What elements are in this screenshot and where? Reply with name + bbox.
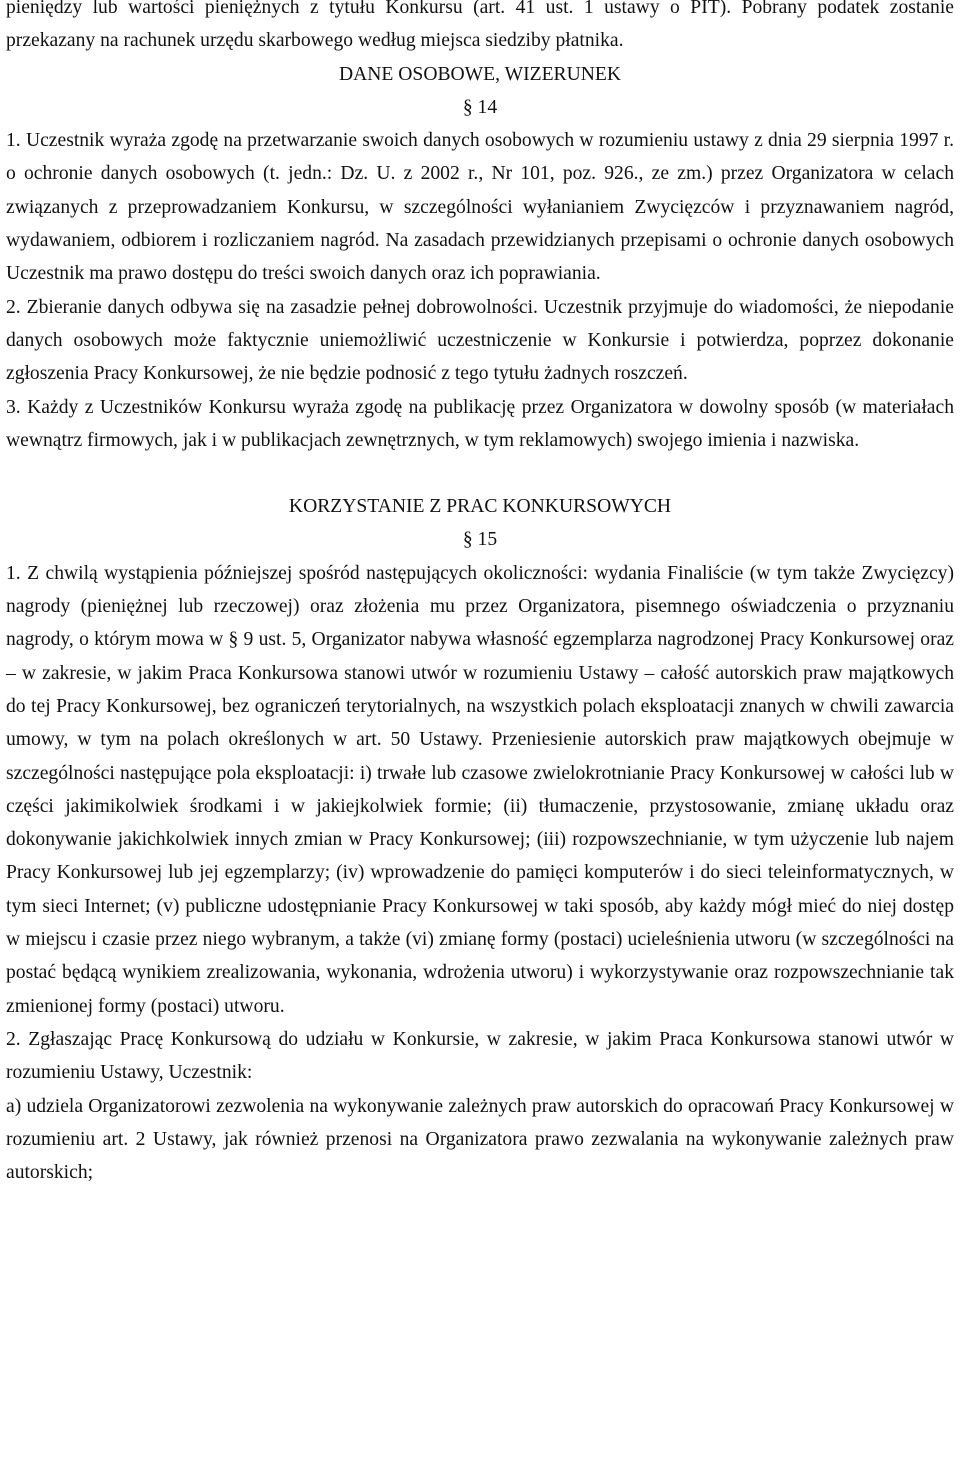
section-15-paragraph-1: 1. Z chwilą wystąpienia późniejszej spośród następujących okoliczności: wydania Finaliście (w tym także Zwycięzcy) nagrody (pieniężnej lub rzeczowej) oraz złożenia mu przez Organizatora, pisemnego oświadczenia o przyznaniu nagrody, o którym mowa w § 9 ust. 5, Organizator nabywa własność egzemplarza nagrodzonej Pracy Konkursowej oraz – w zakresie, w jakim Praca Konkursowa stanowi utwór w rozumieniu Ustawy – całość autorskich praw majątkowych do tej Pracy Konkursowej, bez ograniczeń terytorialnych, na wszystkich polach eksploatacji znanych w chwili zawarcia umowy, w tym na polach określonych w art. 50 Ustawy. Przeniesienie autorskich praw majątkowych obejmuje w szczególności następujące pola eksploatacji: i) trwałe lub czasowe zwielokrotnianie Pracy Konkursowej w całości lub w części jakimikolwiek środkami i w jakiejkolwiek formie; (ii) tłumaczenie, przystosowanie, zmianę układu oraz dokonywanie jakichkolwiek innych zmian w Pracy Konkursowej; (iii) rozpowszechnianie, w tym użyczenie lub najem Pracy Konkursowej lub jej egzemplarzy; (iv) wprowadzenie do pamięci komputerów i do sieci teleinformatycznych, w tym sieci Internet; (v) publiczne udostępnianie Pracy Konkursowej w taki sposób, aby każdy mógł mieć do niej dostęp w miejscu i czasie przez niego wybranym, a także (vi) zmianę formy (postaci) ucieleśnienia utworu (w szczególności na postać będącą wynikiem zrealizowania, wykonania, wdrożenia utworu) i wykorzystywanie oraz rozpowszechnianie tak zmienionej formy (postaci) utworu.: [6, 562, 954, 1017]
section-14-paragraph-1: 1. Uczestnik wyraża zgodę na przetwarzanie swoich danych osobowych w rozumieniu ustawy z dnia 29 sierpnia 1997 r. o ochronie danych osobowych (t. jedn.: Dz. U. z 2002 r., Nr 101, poz. 926., ze zm.) przez Organizatora w celach związanych z przeprowadzaniem Konkursu, w szczególności wyłanianiem Zwycięzców i przyznawaniem nagród, wydawaniem, odbiorem i rozliczaniem nagród. Na zasadach przewidzianych przepisami o ochronie danych osobowych Uczestnik ma prawo dostępu do treści swoich danych oraz ich poprawiania.: [6, 130, 954, 285]
section-15-number: § 15: [462, 529, 498, 551]
section-14-paragraph-3: 3. Każdy z Uczestników Konkursu wyraża zgodę na publikację przez Organizatora w dowolny sposób (w materiałach wewnątrz firmowych, jak i w publikacjach zewnętrznych, w tym reklamowych) swojego imienia i nazwiska.: [6, 396, 954, 451]
section-15-paragraph-2: 2. Zgłaszając Pracę Konkursową do udziału w Konkursie, w zakresie, w jakim Praca Konkursowa stanowi utwór w rozumieniu Ustawy, Uczestnik:: [6, 1028, 954, 1084]
section-14-number: § 14: [462, 96, 498, 118]
section-14-paragraph-2: 2. Zbieranie danych odbywa się na zasadzie pełnej dobrowolności. Uczestnik przyjmuje do wiadomości, że niepodanie danych osobowych może faktycznie uniemożliwić uczestniczenie w Konkursie i potwierdza, poprzez dokonanie zgłoszenia Pracy Konkursowej, że nie będzie podnosić z tego tytułu żadnych roszczeń.: [6, 296, 954, 385]
section-14-heading: DANE OSOBOWE, WIZERUNEK: [338, 63, 622, 85]
section-15-heading: KORZYSTANIE Z PRAC KONKURSOWYCH: [288, 496, 672, 518]
intro-paragraph: pieniędzy lub wartości pieniężnych z tytułu Konkursu (art. 41 ust. 1 ustawy o PIT). Pobrany podatek zostanie przekazany na rachunek urzędu skarbowego według miejsca siedziby płatnika.: [6, 0, 954, 52]
section-15-paragraph-3: a) udziela Organizatorowi zezwolenia na wykonywanie zależnych praw autorskich do opracowań Pracy Konkursowej w rozumieniu art. 2 Ustawy, jak również przenosi na Organizatora prawo zezwalania na wykonywanie zależnych praw autorskich;: [6, 1095, 954, 1184]
section-gap: [6, 457, 954, 490]
